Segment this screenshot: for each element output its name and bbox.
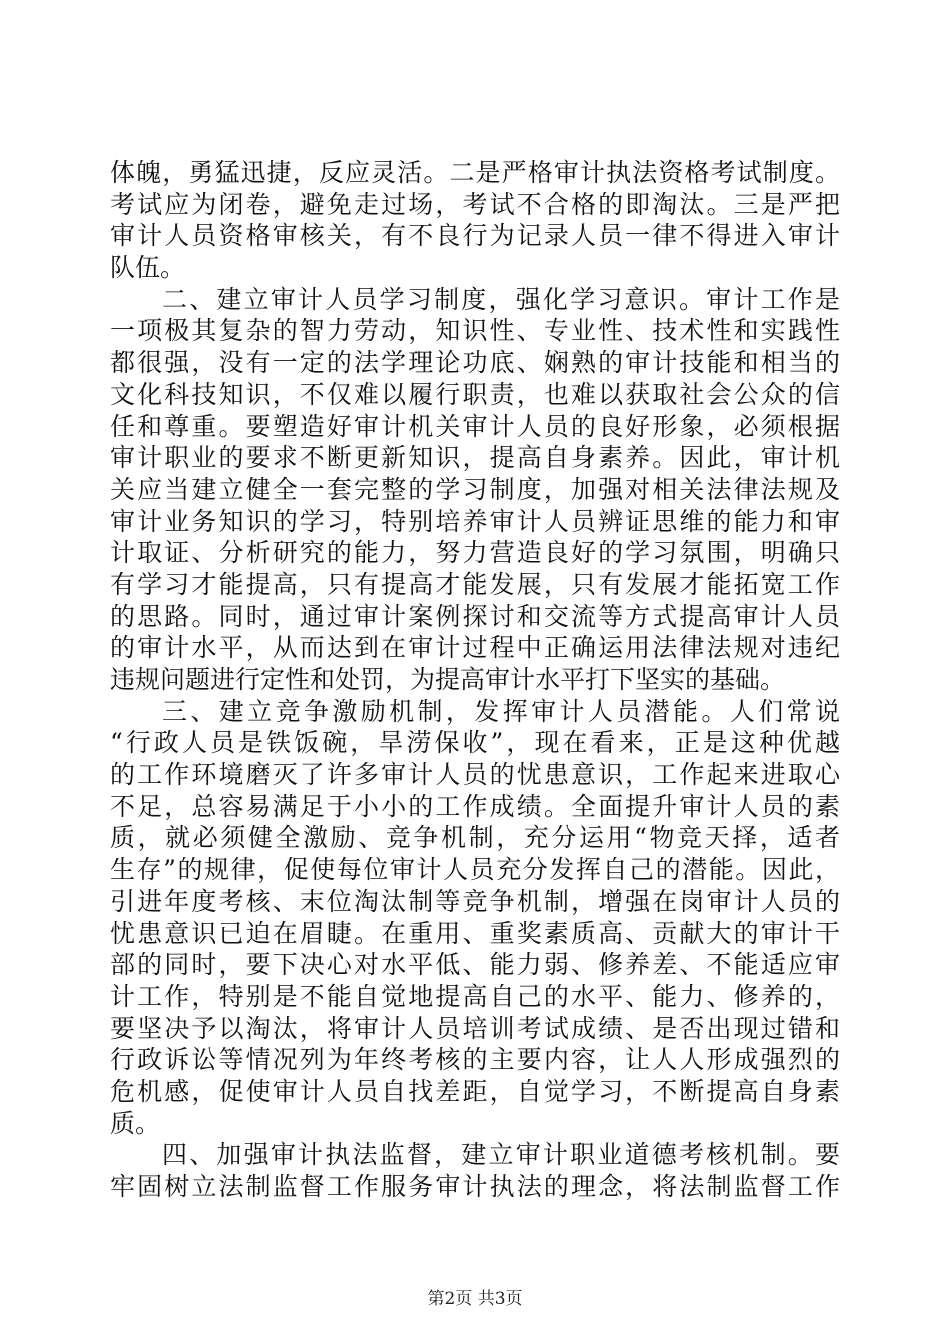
text-line: 任和尊重。要塑造好审计机关审计人员的良好形象，必须根据	[110, 411, 840, 441]
text-line: 一项极其复杂的智力劳动，知识性、专业性、技术性和实践性	[110, 316, 840, 346]
text-line: 忧患意识已迫在眉睫。在重用、重奖素质高、贡献大的审计干	[110, 918, 840, 948]
text-line: 计取证、分析研究的能力，努力营造良好的学习氛围，明确只	[110, 538, 840, 568]
text-line: 部的同时，要下决心对水平低、能力弱、修养差、不能适应审	[110, 950, 840, 980]
document-body	[110, 157, 840, 1203]
text-line: 计工作，特别是不能自觉地提高自己的水平、能力、修养的，	[110, 981, 840, 1011]
text-line: 牢固树立法制监督工作服务审计执法的理念，将法制监督工作	[110, 1172, 840, 1201]
text-line: 都很强，没有一定的法学理论功底、娴熟的审计技能和相当的	[110, 348, 840, 378]
text-line: 引进年度考核、末位淘汰制等竞争机制，增强在岗审计人员的	[110, 886, 840, 916]
text-line: 审计人员资格审核关，有不良行为记录人员一律不得进入审计	[110, 221, 840, 251]
text-line: 生存”的规律，促使每位审计人员充分发挥自己的潜能。因此，	[110, 855, 840, 885]
text-line: 行政诉讼等情况列为年终考核的主要内容，让人人形成强烈的	[110, 1045, 840, 1075]
text-line: 质，就必须健全激励、竞争机制，充分运用“物竞天择，适者	[110, 823, 840, 853]
text-line: 审计业务知识的学习，特别培养审计人员辨证思维的能力和审	[110, 506, 840, 536]
text-line: 要坚决予以淘汰，将审计人员培训考试成绩、是否出现过错和	[110, 1013, 840, 1043]
text-line: 违规问题进行定性和处罚，为提高审计水平打下坚实的基础。	[110, 665, 786, 694]
text-line: 的工作环境磨灭了许多审计人员的忧患意识，工作起来进取心	[110, 760, 840, 790]
text-line: “行政人员是铁饭碗，旱涝保收”，现在看来，正是这种优越	[110, 728, 840, 758]
text-line: 审计职业的要求不断更新知识，提高自身素养。因此，审计机	[110, 443, 840, 473]
text-line: 文化科技知识，不仅难以履行职责，也难以获取社会公众的信	[110, 379, 840, 409]
page-number-footer: 第2页 共3页	[427, 1289, 523, 1309]
text-line: 四、加强审计执法监督，建立审计职业道德考核机制。要	[162, 1140, 840, 1170]
text-line: 三、建立竞争激励机制，发挥审计人员潜能。人们常说	[162, 696, 840, 726]
text-line: 队伍。	[110, 253, 186, 283]
text-line: 考试应为闭卷，避免走过场，考试不合格的即淘汰。三是严把	[110, 189, 840, 219]
text-line: 有学习才能提高，只有提高才能发展，只有发展才能拓宽工作	[110, 569, 840, 599]
text-line: 的审计水平，从而达到在审计过程中正确运用法律法规对违纪	[110, 633, 840, 663]
text-line: 的思路。同时，通过审计案例探讨和交流等方式提高审计人员	[110, 601, 840, 631]
text-line: 不足，总容易满足于小小的工作成绩。全面提升审计人员的素	[110, 791, 840, 821]
text-line: 危机感，促使审计人员自找差距，自觉学习，不断提高自身素	[110, 1076, 840, 1106]
text-line: 质。	[110, 1108, 161, 1138]
text-line: 二、建立审计人员学习制度，强化学习意识。审计工作是	[162, 284, 840, 314]
text-line: 关应当建立健全一套完整的学习制度，加强对相关法律法规及	[110, 474, 840, 504]
text-line: 体魄，勇猛迅捷，反应灵活。二是严格审计执法资格考试制度。	[110, 158, 840, 187]
